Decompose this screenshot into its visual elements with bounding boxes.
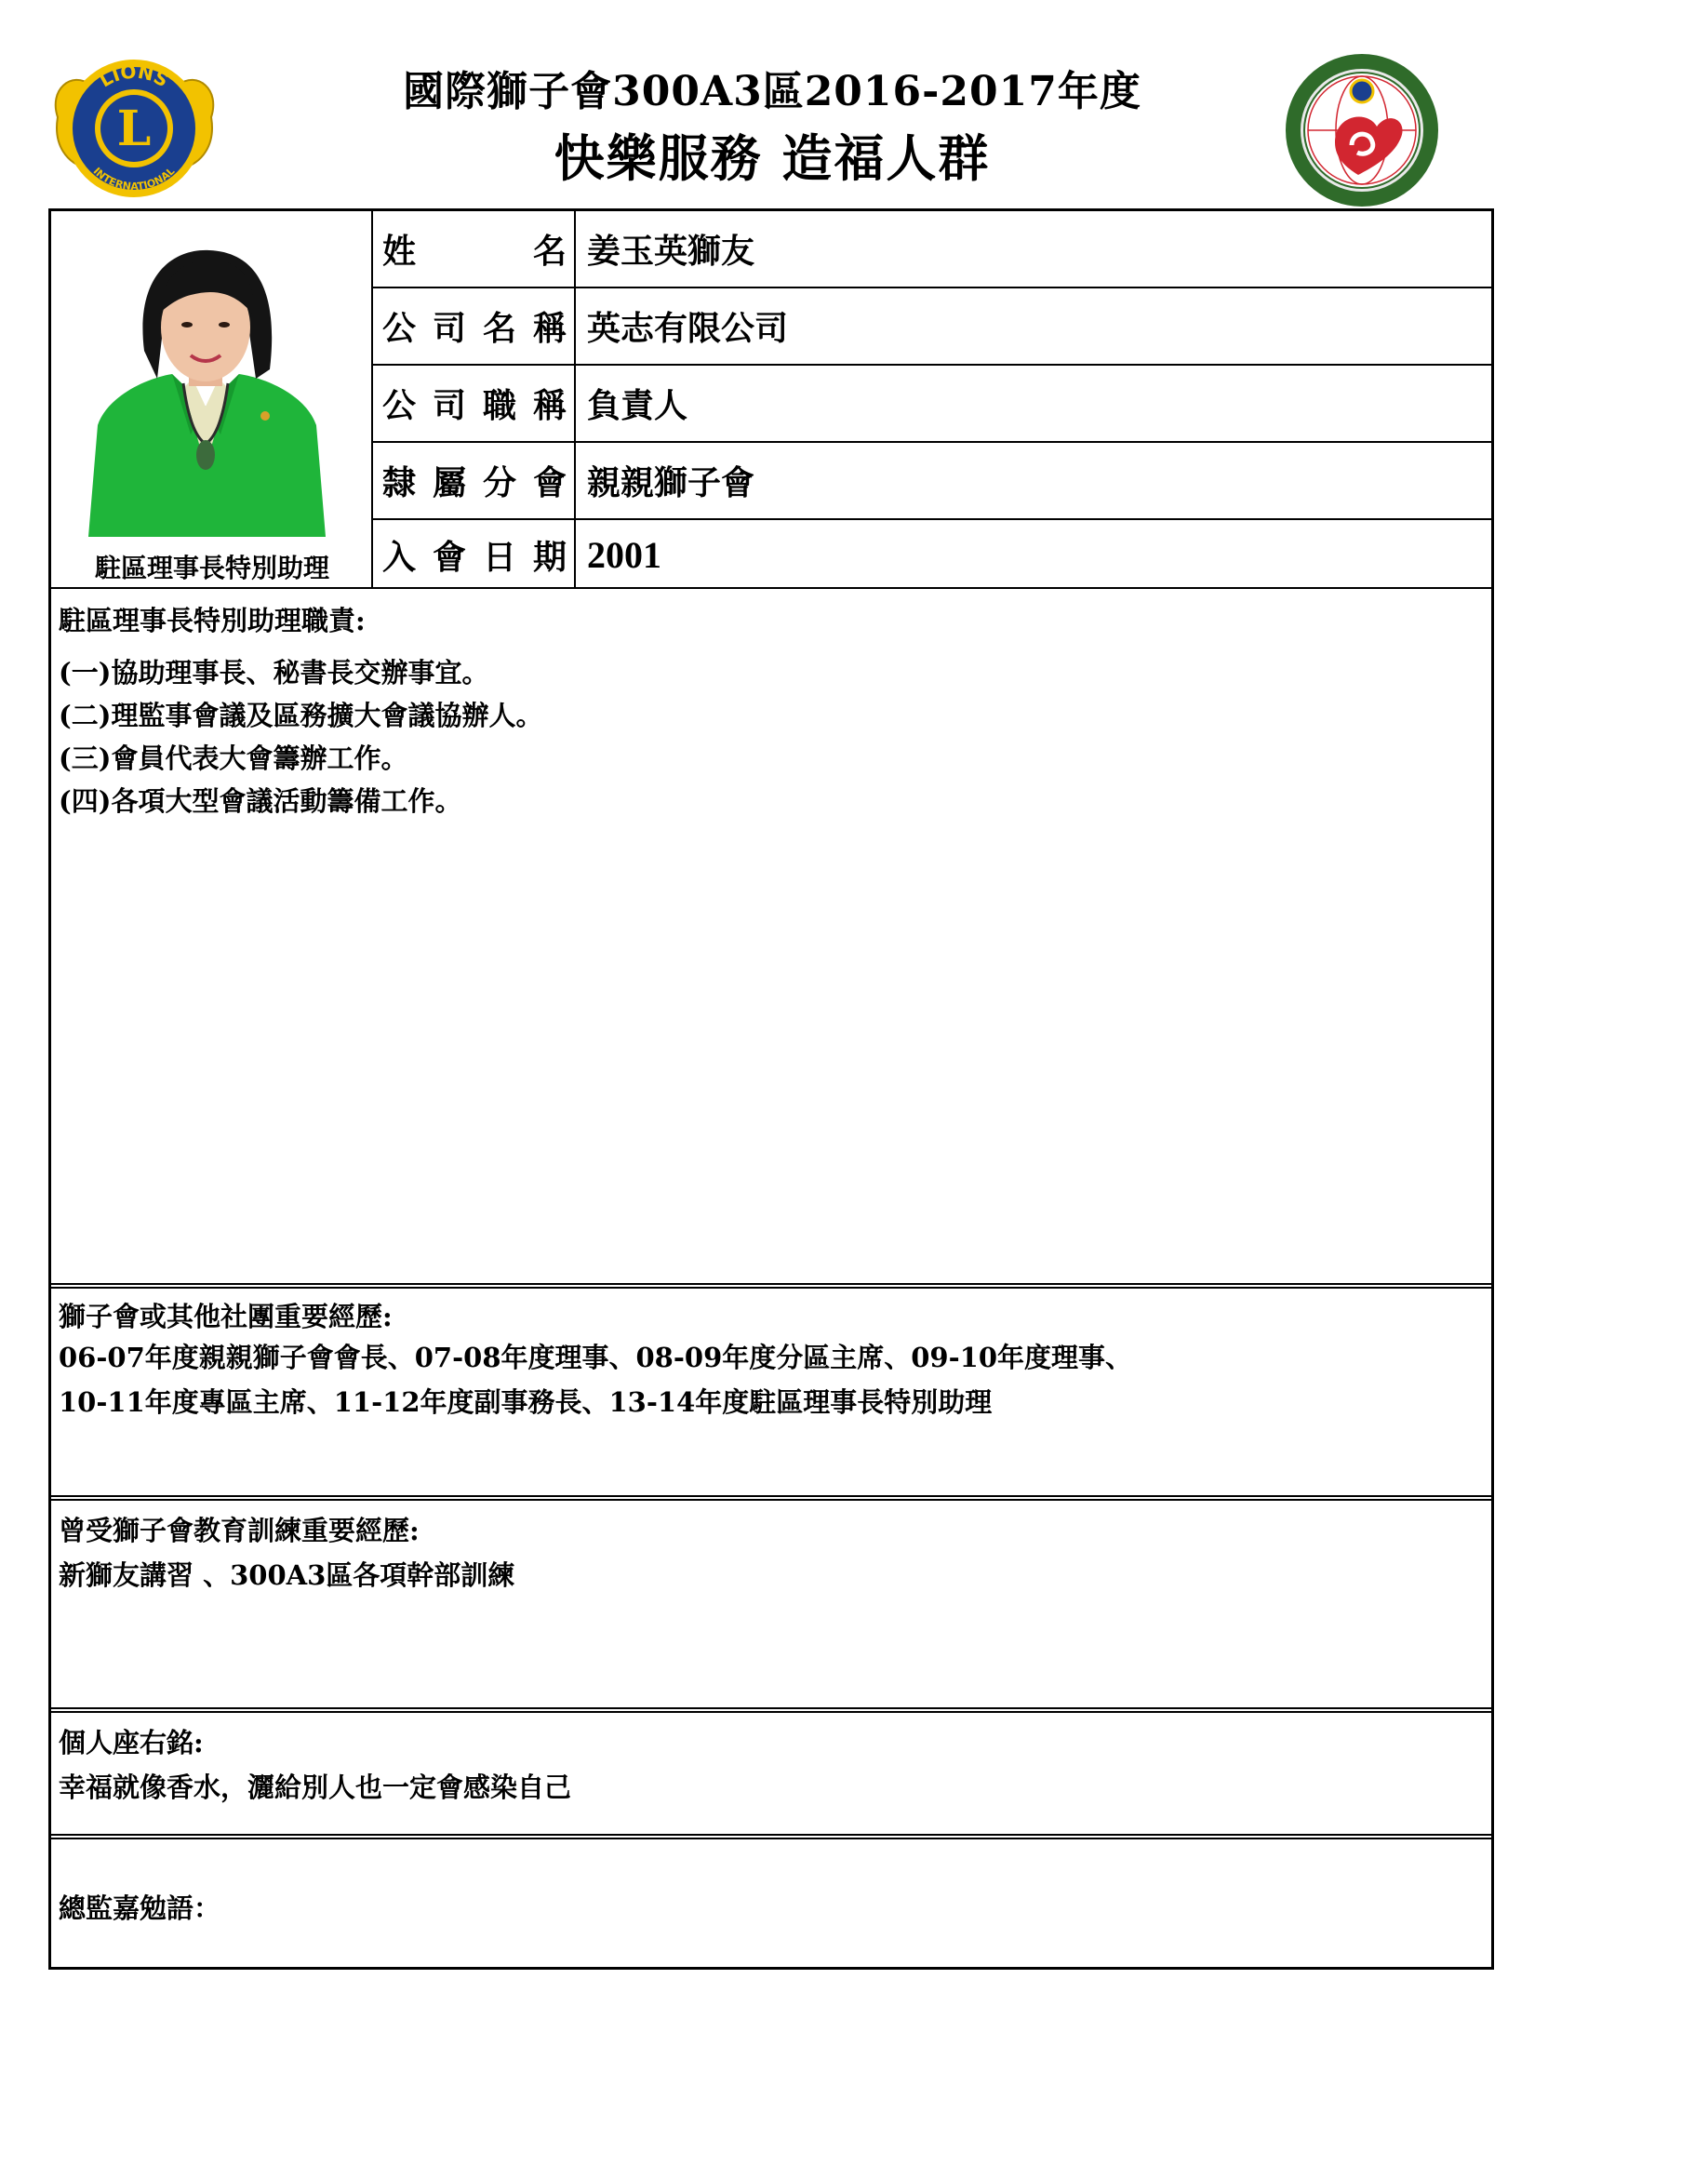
info-value-join-date: 2001: [587, 533, 661, 576]
governor-title: 總監嘉勉語：: [59, 1892, 221, 1924]
page-header: [0, 0, 1708, 209]
experience-section: [51, 1283, 1491, 1495]
photo-caption: 駐區理事長特別助理: [94, 553, 329, 583]
info-row-club: [373, 443, 1494, 520]
motto-section: [51, 1707, 1491, 1834]
motto-title: 個人座右銘:: [59, 1727, 204, 1758]
training-line-1: 新獅友講習 、300A3區各項幹部訓練: [59, 1559, 515, 1591]
training-title: 曾受獅子會教育訓練重要經歷:: [59, 1515, 420, 1546]
duty-item-1: (一)協助理事長、秘書長交辦事宜。: [59, 657, 489, 689]
lions-international-logo: [48, 52, 220, 206]
photo-cell: [51, 211, 373, 587]
info-row-join-date: [373, 520, 1494, 589]
info-label-club: 隸 屬 分 會: [373, 443, 576, 518]
governor-section: [51, 1834, 1491, 1967]
info-value-club: 親親獅子會: [587, 463, 755, 502]
info-row-name: [373, 211, 1494, 288]
info-value-company: 英志有限公司: [587, 309, 789, 348]
info-label-position: 公 司 職 稱: [373, 366, 576, 441]
header-title-line2: 快樂服務 造福人群: [554, 128, 991, 188]
duty-item-4: (四)各項大型會議活動籌備工作。: [59, 785, 462, 817]
duty-item-2: (二)理監事會議及區務擴大會議協辦人。: [59, 700, 543, 731]
info-value-name: 姜玉英獅友: [587, 232, 755, 271]
member-portrait-photo: [79, 239, 332, 537]
info-row-position: [373, 366, 1494, 443]
duties-section: [51, 587, 1491, 1283]
experience-title: 獅子會或其他社團重要經歷:: [59, 1301, 393, 1332]
info-label-name: 姓 名: [373, 211, 576, 287]
motto-line-1: 幸福就像香水，灑給別人也一定會感染自己: [59, 1772, 572, 1803]
info-label-company: 公 司 名 稱: [373, 288, 576, 364]
info-value-position: 負責人: [587, 386, 688, 425]
duties-title: 駐區理事長特別助理職責:: [59, 605, 366, 636]
info-row-company: [373, 288, 1494, 366]
profile-form: [48, 208, 1494, 1970]
svg-text:INTERNATIONAL: INTERNATIONAL: [90, 165, 178, 194]
experience-line-2: 10-11年度專區主席、11-12年度副事務長、13-14年度駐區理事長特別助理: [59, 1386, 993, 1418]
training-section: [51, 1495, 1491, 1707]
info-label-join-date: 入 會 日 期: [373, 520, 576, 589]
svg-text:L: L: [116, 100, 152, 157]
svg-text:LIONS: LIONS: [95, 60, 173, 92]
district-300a3-emblem: [1279, 54, 1445, 207]
experience-line-1: 06-07年度親親獅子會會長、07-08年度理事、08-09年度分區主席、09-10年度理事、: [59, 1342, 1132, 1373]
duty-item-3: (三)會員代表大會籌辦工作。: [59, 742, 408, 774]
header-title-line1: 國際獅子會300A3區2016-2017年度: [403, 68, 1141, 115]
